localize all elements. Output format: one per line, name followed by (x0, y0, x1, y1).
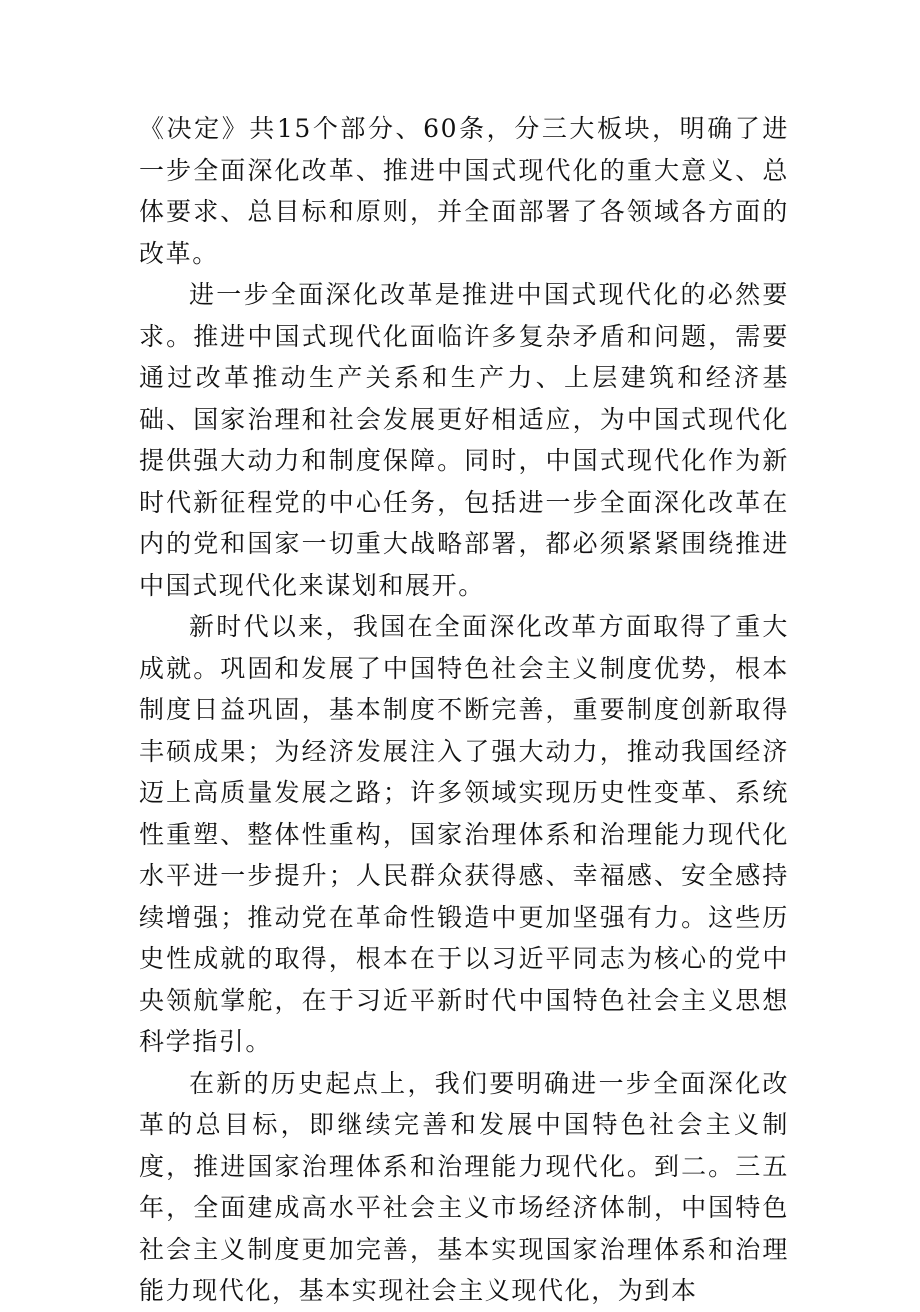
paragraph-necessity: 进一步全面深化改革是推进中国式现代化的必然要求。推进中国式现代化面临许多复杂矛盾和问题，需要通过改革推动生产关系和生产力、上层建筑和经济基础、国家治理和社会发展更好相适应，为中国式现代化提供强大动力和制度保障。同时，中国式现代化作为新时代新征程党的中心任务，包括进一步全面深化改革在内的党和国家一切重大战略部署，都必须紧紧围绕推进中国式现代化来谋划和展开。 (139, 280, 789, 600)
paragraph-achievements: 新时代以来，我国在全面深化改革方面取得了重大成就。巩固和发展了中国特色社会主义制度优势，根本制度日益巩固，基本制度不断完善，重要制度创新取得丰硕成果；为经济发展注入了强大动力，推动我国经济迈上高质量发展之路；许多领域实现历史性变革、系统性重塑、整体性重构，国家治理体系和治理能力现代化水平进一步提升；人民群众获得感、幸福感、安全感持续增强；推动党在革命性锻造中更加坚强有力。这些历史性成就的取得，根本在于以习近平同志为核心的党中央领航掌舵，在于习近平新时代中国特色社会主义思想科学指引。 (139, 612, 789, 1056)
document-body (139, 108, 789, 1312)
paragraph-goals: 在新的历史起点上，我们要明确进一步全面深化改革的总目标，即继续完善和发展中国特色社会主义制度，推进国家治理体系和治理能力现代化。到二。三五年，全面建成高水平社会主义市场经济体制，中国特色社会主义制度更加完善，基本实现国家治理体系和治理能力现代化，基本实现社会主义现代化，为到本 (139, 1068, 789, 1305)
paragraph-continuation: 《决定》共15个部分、60条，分三大板块，明确了进一步全面深化改革、推进中国式现代化的重大意义、总体要求、总目标和原则，并全面部署了各领域各方面的改革。 (139, 114, 789, 268)
